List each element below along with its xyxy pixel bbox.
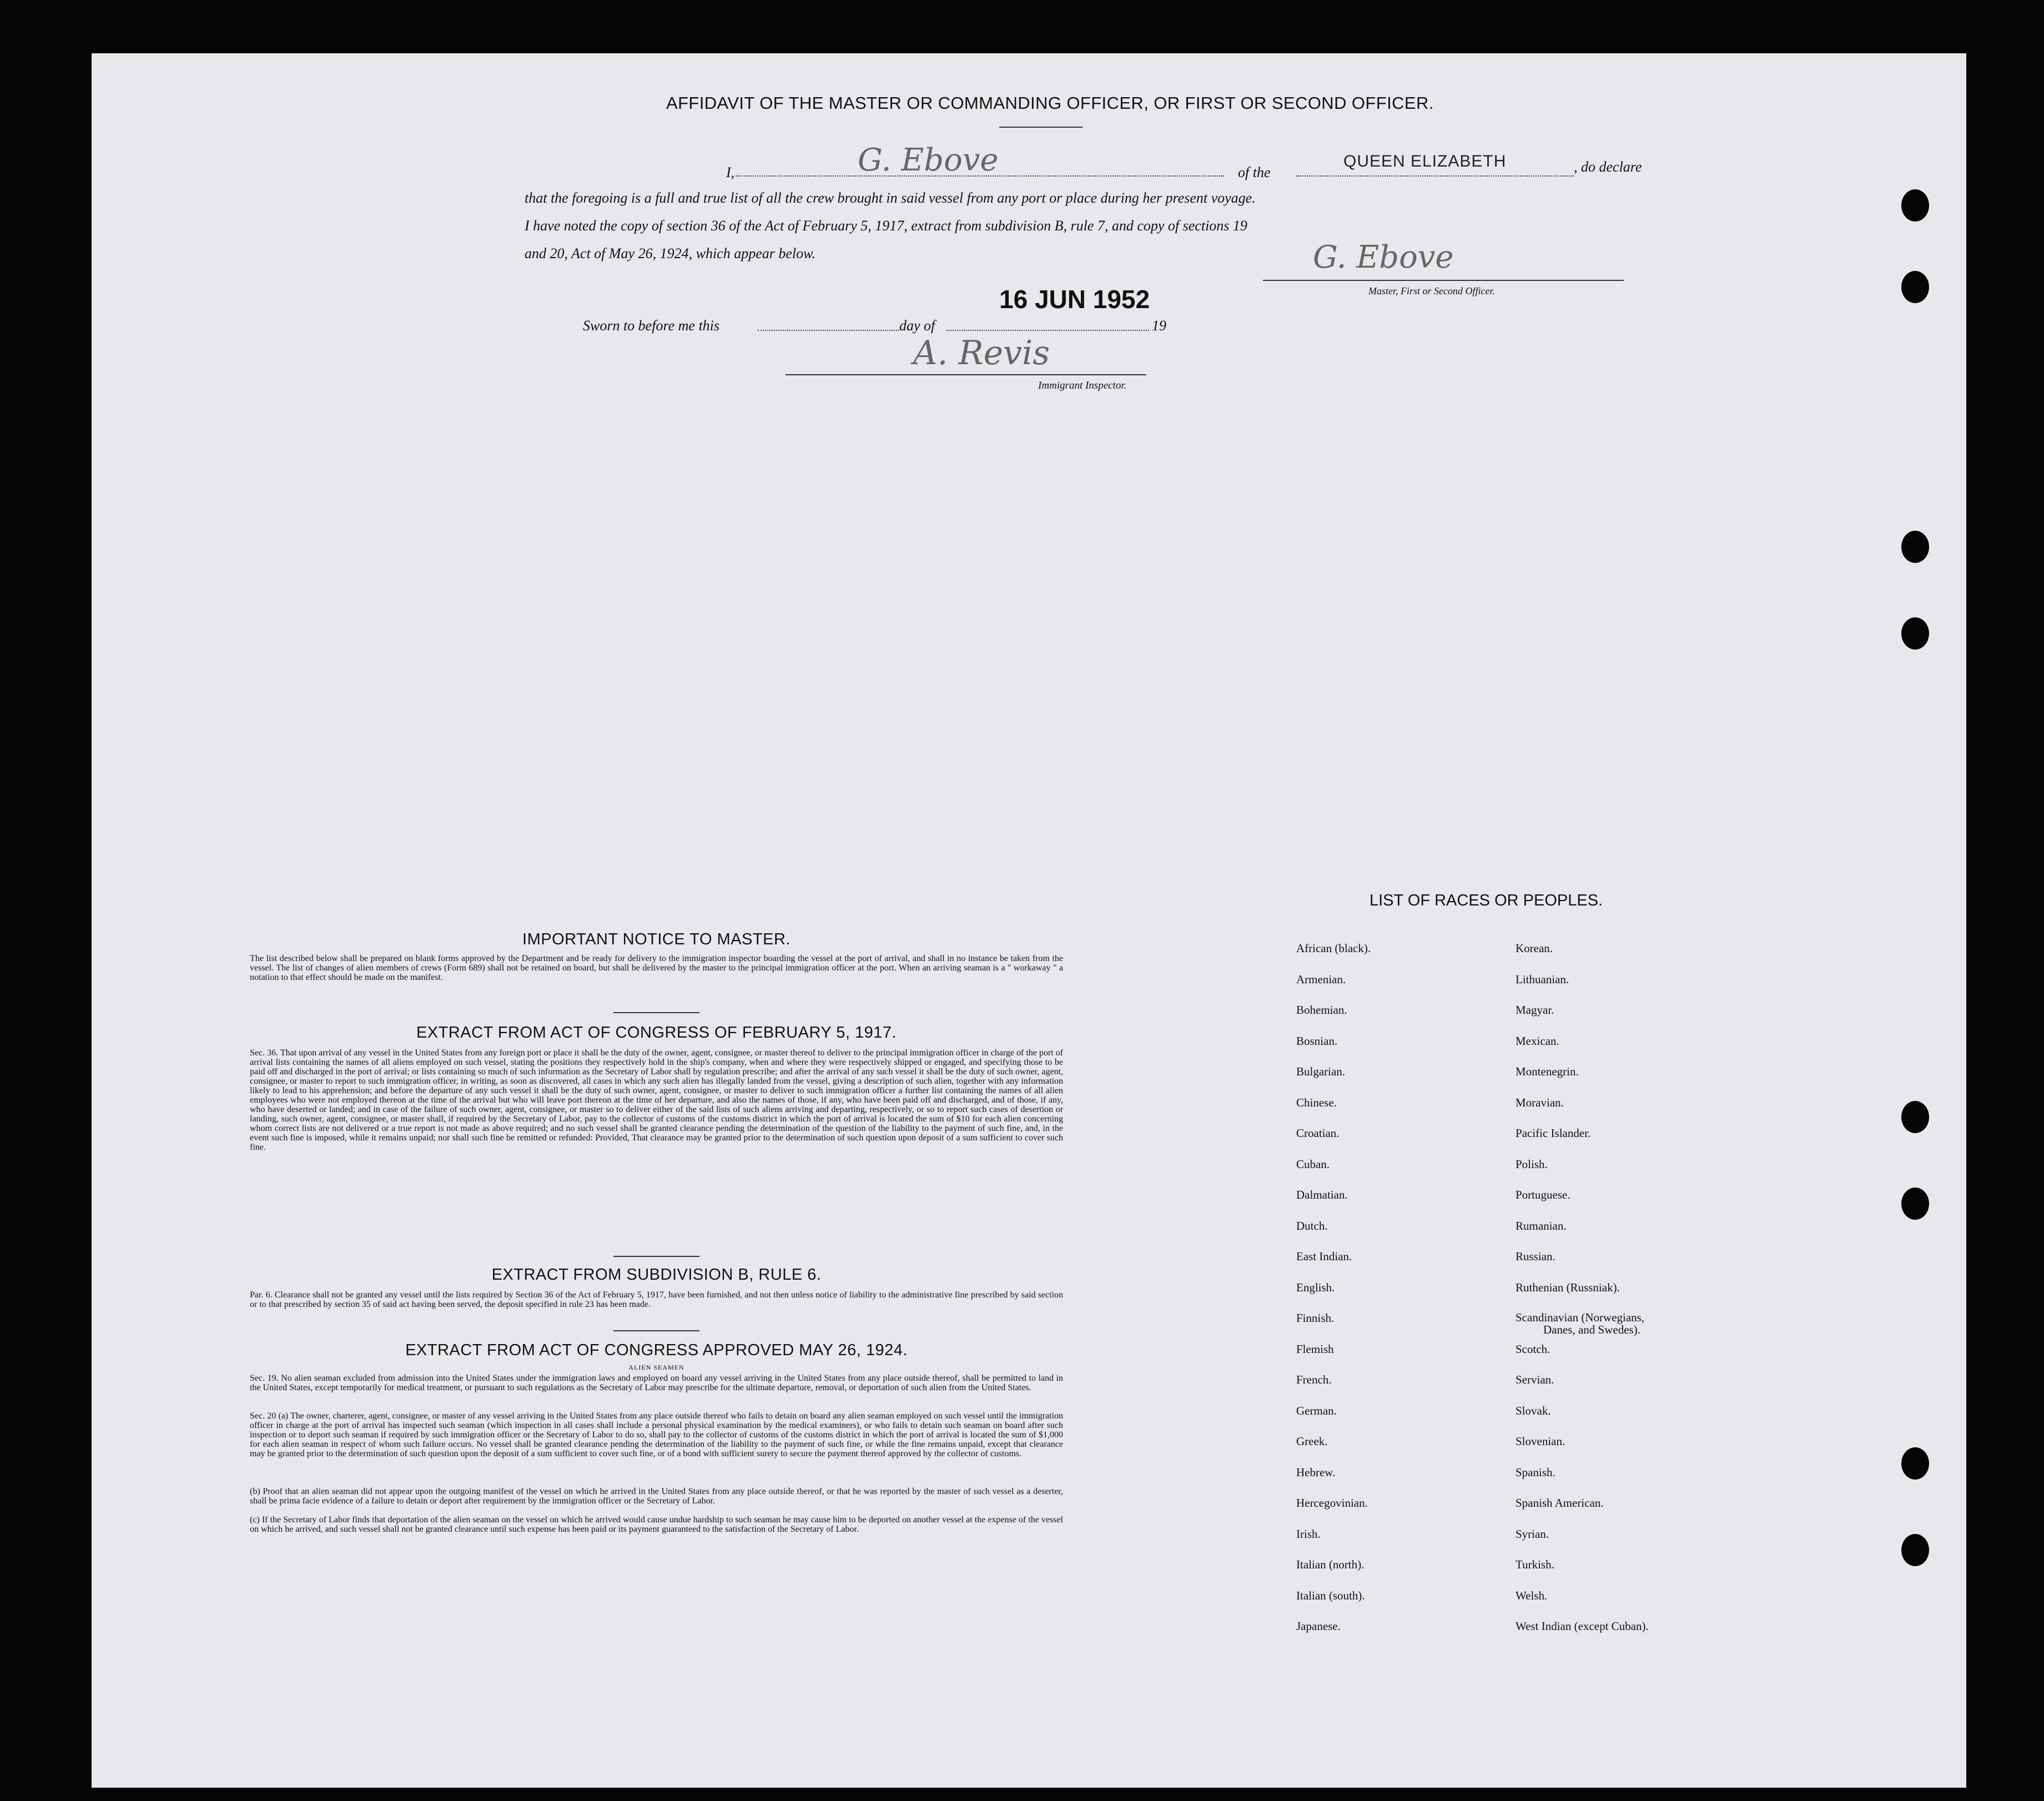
race-item: Greek. xyxy=(1296,1435,1328,1448)
race-item: Hebrew. xyxy=(1296,1465,1336,1479)
divider xyxy=(613,1256,699,1257)
race-item: Finnish. xyxy=(1296,1311,1335,1325)
inspector-signature: A. Revis xyxy=(913,334,1050,373)
race-item: Bohemian. xyxy=(1296,1003,1347,1017)
sworn-day-line xyxy=(758,330,899,331)
punch-hole xyxy=(1901,531,1929,563)
race-item: Bulgarian. xyxy=(1296,1065,1346,1078)
race-item: Turkish. xyxy=(1516,1558,1554,1571)
extract-1924-sec19: Sec. 19. No alien seaman excluded from admission into the United States under the immigration laws and employed on board any vessel arriving in the United States from any place outside thereof, shall be permitted to land in the United States, except temporarily for medical treatment, or pursuant to such regulations as the Secretary of Labor may prescribe for the ultimate departure, removal, or deportation of such alien from the United States. xyxy=(250,1374,1063,1392)
affidavit-line-2: that the foregoing is a full and true list of all the crew brought in said vessel from any port or place during her present voyage. xyxy=(525,190,1256,206)
extract-1924-title: EXTRACT FROM ACT OF CONGRESS APPROVED MAY 26, 1924. xyxy=(405,1341,908,1359)
race-item: Dutch. xyxy=(1296,1219,1328,1232)
race-item: Slovenian. xyxy=(1516,1435,1565,1448)
vessel-name: QUEEN ELIZABETH xyxy=(1343,152,1507,170)
affidavit-title: AFFIDAVIT OF THE MASTER OR COMMANDING OFFICER, OR FIRST OR SECOND OFFICER. xyxy=(666,93,1434,113)
race-item: Montenegrin. xyxy=(1516,1065,1579,1078)
inspector-label: Immigrant Inspector. xyxy=(1038,380,1127,391)
do-declare-label: , do declare xyxy=(1574,159,1642,175)
vessel-name-line xyxy=(1296,175,1574,177)
races-left-column xyxy=(1296,942,1371,1651)
sworn-month-line xyxy=(947,330,1149,331)
race-item: English. xyxy=(1296,1280,1335,1294)
race-item: Italian (south). xyxy=(1296,1588,1365,1602)
master-signature: G. Ebove xyxy=(1313,239,1454,275)
race-item: Rumanian. xyxy=(1516,1219,1567,1232)
punch-hole xyxy=(1901,189,1929,222)
extract-1924-sec20b: (b) Proof that an alien seaman did not appear upon the outgoing manifest of the vessel on which he arrived in the United States from any place outside thereof, or that he was reported by the master of such vessel as a deserter, shall be prima facie evidence of a failure to detain or deport after requirement by the immigration officer or the Secretary of Labor. xyxy=(250,1487,1063,1506)
punch-hole xyxy=(1901,617,1929,650)
master-signature-label: Master, First or Second Officer. xyxy=(1368,285,1495,296)
race-item: Ruthenian (Russniak). xyxy=(1516,1280,1620,1294)
race-item: Japanese. xyxy=(1296,1619,1341,1633)
affidavit-line-3: I have noted the copy of section 36 of the Act of February 5, 1917, extract from subdivision B, rule 7, and copy of sections 19 xyxy=(525,218,1247,234)
extract-1924-subtitle: ALIEN SEAMEN xyxy=(628,1364,684,1371)
race-item: Russian. xyxy=(1516,1250,1555,1263)
race-item-line: Danes, and Swedes). xyxy=(1543,1323,1640,1336)
race-item: Lithuanian. xyxy=(1516,972,1569,986)
punch-hole xyxy=(1901,271,1929,303)
race-item: Bosnian. xyxy=(1296,1034,1338,1048)
race-item-line: Scandinavian (Norwegians, xyxy=(1516,1311,1645,1324)
race-item: Mexican. xyxy=(1516,1034,1559,1048)
race-item: Armenian. xyxy=(1296,972,1346,986)
affidavit-line-4: and 20, Act of May 26, 1924, which appear below. xyxy=(525,245,816,261)
race-item: Chinese. xyxy=(1296,1095,1337,1109)
punch-hole xyxy=(1901,1447,1929,1480)
race-item: Slovak. xyxy=(1516,1403,1551,1417)
race-item: Magyar. xyxy=(1516,1003,1554,1017)
divider xyxy=(613,1330,699,1331)
of-the-label: of the xyxy=(1238,164,1271,180)
races-title: LIST OF RACES OR PEOPLES. xyxy=(1370,892,1603,909)
race-item: German. xyxy=(1296,1403,1337,1417)
notice-title: IMPORTANT NOTICE TO MASTER. xyxy=(522,930,791,948)
subdivision-title: EXTRACT FROM SUBDIVISION B, RULE 6. xyxy=(491,1266,822,1284)
race-item: Servian. xyxy=(1516,1373,1554,1386)
subdivision-body: Par. 6. Clearance shall not be granted any vessel until the lists required by Section 36 of the Act of February 5, 1917, have been furnished, and not then unless notice of liability to the administrative fine prescribed by said section or to that prescribed by section 35 of said act having been served, the deposit specified in rule 23 has been made. xyxy=(250,1290,1063,1309)
race-item: Portuguese. xyxy=(1516,1188,1570,1201)
race-item: Korean. xyxy=(1516,942,1553,955)
sworn-label: Sworn to before me this xyxy=(583,318,720,334)
race-item: Irish. xyxy=(1296,1527,1321,1541)
extract-1924-sec20c: (c) If the Secretary of Labor finds that deportation of the alien seaman on the vessel on which he arrived would cause undue hardship to such seaman he may cause him to be deported on another vessel at the expense of the vessel on which he arrived, and such vessel shall not be granted clearance until such expense has been paid or its payment guaranteed to the satisfaction of the Secretary of Labor. xyxy=(250,1515,1063,1534)
master-signature-line xyxy=(1263,280,1624,281)
extract-1917-body: Sec. 36. That upon arrival of any vessel in the United States from any foreign port or place it shall be the duty of the owner, agent, consignee, or master thereof to deliver to the principal immigration officer in charge of the port of arrival lists containing the names of all aliens employed on such vessel, stating the positions they respectively hold in the ship's company, when and where they were respectively shipped or engaged, and specifying those to be paid off and discharged in the port of arrival; or lists containing so much of such information as the Secretary of Labor shall by regulation prescribe; and after the arrival of any such vessel it shall be the duty of such owner, agent, consignee, or master to report to such immigration officer, in writing, as soon as discovered, all cases in which any such alien has illegally landed from the vessel, giving a description of such alien, together with any information likely to lead to his apprehension; and before the departure of any such vessel it shall be the duty of such owner, agent, consignee, or master to deliver to such immigration officer a further list containing the names of all alien employees who were not employed thereon at the time of the arrival but who will leave port thereon at the time of her departure, and also the names of those, if any, who have been paid off and discharged, and of those, if any, who have deserted or landed; and in case of the failure of such owner, agent, consignee, or master so to deliver either of the said lists of such aliens arriving and departing, respectively, or so to report such cases of desertion or landing, such owner, agent, consignee, or master shall, if required by the Secretary of Labor, pay to the collector of customs of the customs district in which the port of arrival is located the sum of $10 for each alien concerning whom correct lists are not delivered or a true report is not made as above required; and no such vessel shall be granted clearance pending the determination of the question of the liability to the payment of such fine, and, in the event such fine is imposed, while it remains unpaid; nor shall such fine be remitted or refunded: Provided, That clearance may be granted prior to the determination of such question upon deposit of a sum sufficient to cover such fine. xyxy=(250,1048,1063,1152)
affidavit-i-label: I, xyxy=(726,164,735,180)
inspector-signature-line xyxy=(786,374,1146,375)
divider xyxy=(999,127,1083,128)
race-item: Syrian. xyxy=(1516,1527,1549,1541)
races-right-column xyxy=(1516,942,1649,1651)
day-of-label: day of xyxy=(899,318,935,334)
race-item: Polish. xyxy=(1516,1157,1548,1171)
race-item: East Indian. xyxy=(1296,1250,1352,1263)
race-item: West Indian (except Cuban). xyxy=(1516,1619,1649,1633)
divider xyxy=(613,1012,699,1013)
race-item: Scotch. xyxy=(1516,1342,1550,1356)
race-item: Spanish. xyxy=(1516,1465,1555,1479)
race-item: African (black). xyxy=(1296,942,1371,955)
notice-body: The list described below shall be prepared on blank forms approved by the Department and be ready for delivery to the immigration inspector boarding the vessel at the port of arrival, and shall in no instance be taken from the vessel. The list of changes of alien members of crews (Form 689) shall not be retained on board, but shall be delivered by the master to the principal immigration officer at the port. When an arriving seaman is a " workaway " a notation to that effect should be made on the manifest. xyxy=(250,954,1063,982)
race-item: Dalmatian. xyxy=(1296,1188,1348,1201)
race-item: Welsh. xyxy=(1516,1588,1548,1602)
race-item: Croatian. xyxy=(1296,1126,1340,1140)
race-item: Pacific Islander. xyxy=(1516,1126,1591,1140)
race-item: Italian (north). xyxy=(1296,1558,1365,1571)
race-item: Hercegovinian. xyxy=(1296,1496,1368,1510)
extract-1917-title: EXTRACT FROM ACT OF CONGRESS OF FEBRUARY 5, 1917. xyxy=(416,1024,897,1042)
punch-hole xyxy=(1901,1188,1929,1220)
punch-hole xyxy=(1901,1101,1929,1133)
race-item: Flemish xyxy=(1296,1342,1334,1356)
declarant-signature: G. Ebove xyxy=(858,142,999,178)
document-page xyxy=(92,53,1966,1788)
race-item: French. xyxy=(1296,1373,1332,1386)
race-item xyxy=(1516,1311,1649,1342)
race-item: Cuban. xyxy=(1296,1157,1330,1171)
extract-1924-sec20a: Sec. 20 (a) The owner, charterer, agent, consignee, or master of any vessel arriving in the United States from any place outside thereof who fails to detain on board any alien seaman employed on such vessel until the immigration officer in charge at the port of arrival has inspected such seaman (which inspection in all cases shall include a personal physical examination by the medical examiners), or who fails to detain such seaman on board after such inspection or to deport such seaman if required by such immigration officer or the Secretary of Labor to do so, shall pay to the collector of customs of the customs district in which the port of arrival is located the sum of $1,000 for each alien seaman in respect of whom such failure occurs. No vessel shall be granted clearance pending the determination of the liability to the payment of such fine, or while the fine remains unpaid, except that clearance may be granted prior to the determination of such question upon the deposit of a sum sufficient to cover such fine, or of a bond with sufficient surety to secure the payment thereof approved by the collector of customs. xyxy=(250,1411,1063,1458)
date-stamp: 16 JUN 1952 xyxy=(999,285,1150,314)
race-item: Moravian. xyxy=(1516,1095,1564,1109)
year-label: 19 xyxy=(1152,318,1166,334)
punch-hole xyxy=(1901,1534,1929,1566)
race-item: Spanish American. xyxy=(1516,1496,1604,1510)
